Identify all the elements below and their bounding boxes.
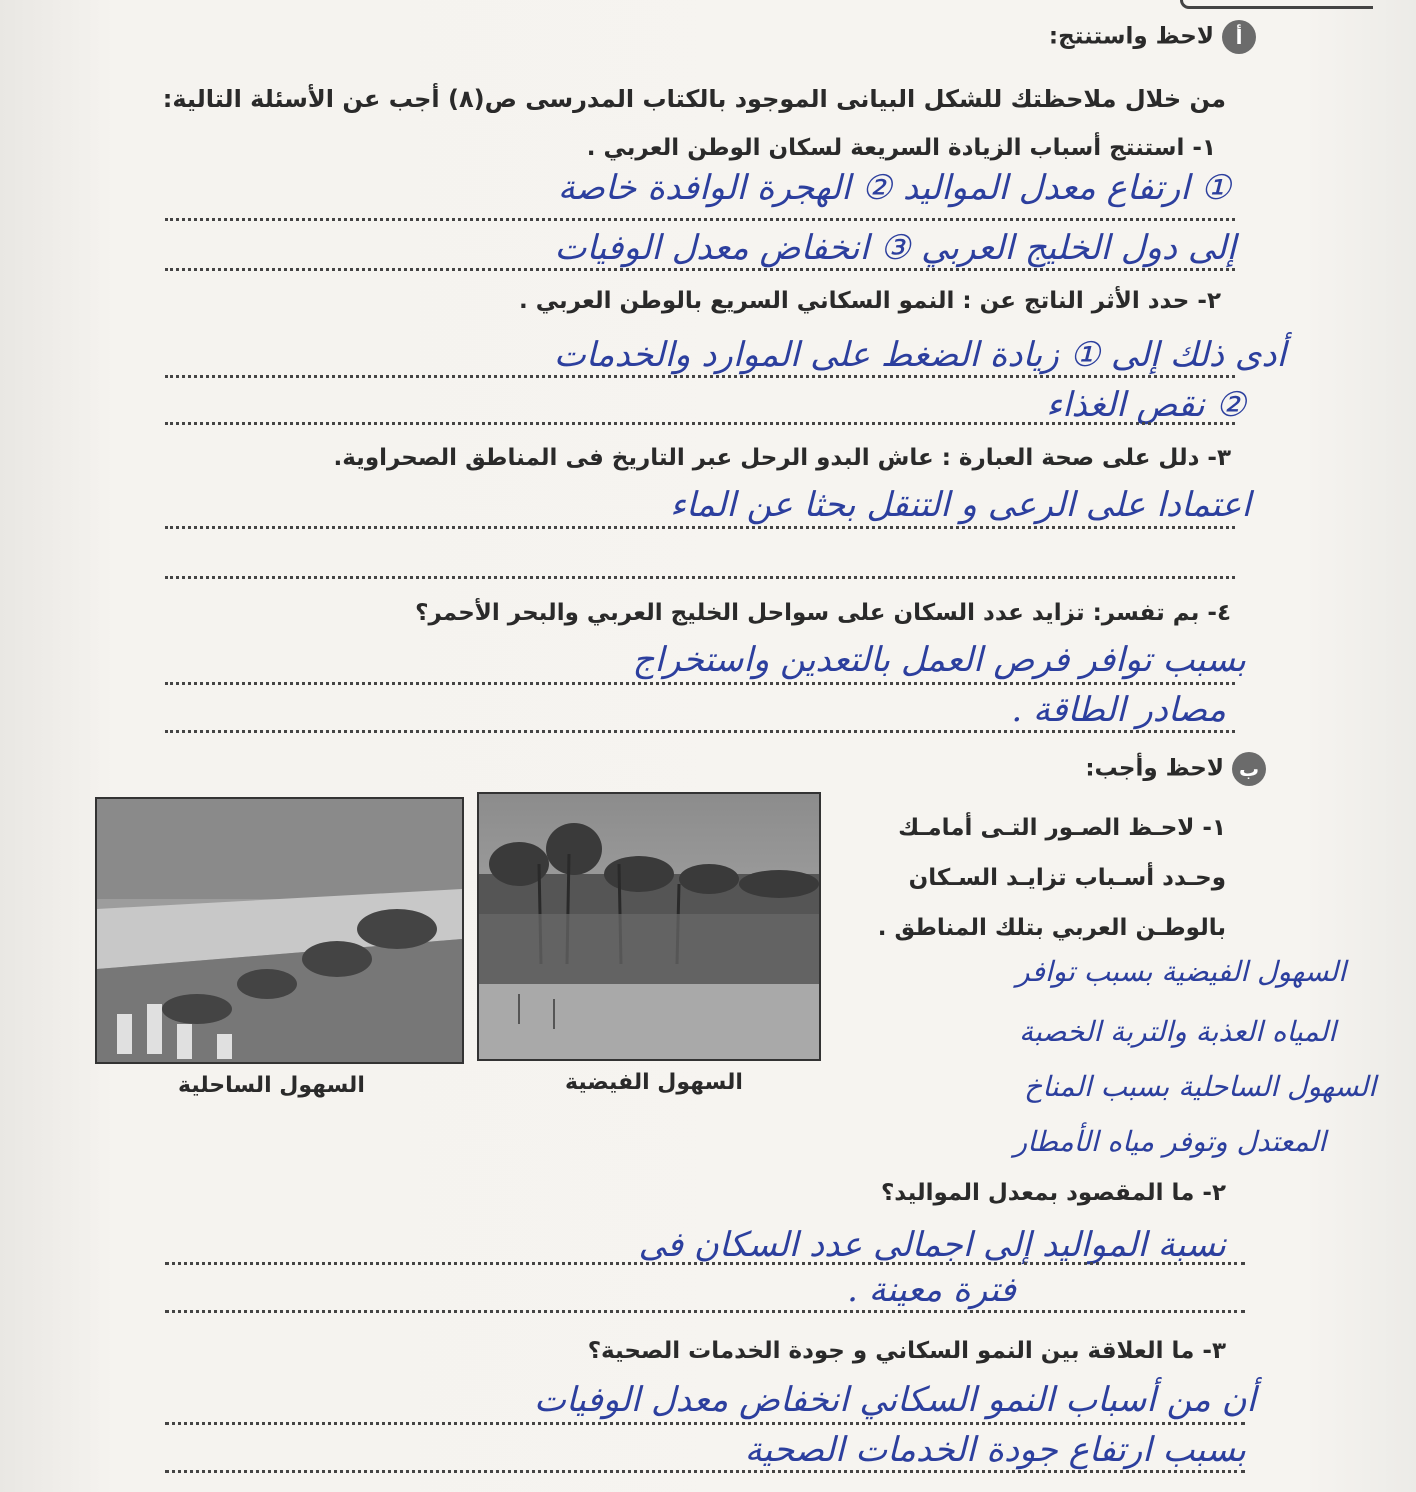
answer-dotted-line bbox=[165, 218, 1235, 221]
a-q1-answer-line1: ① ارتفاع معدل المواليد ② الهجرة الوافدة خاصة bbox=[557, 168, 1231, 208]
b-q1-question-line1: ١- لاحـظ الصـور التـى أمامـك bbox=[898, 815, 1226, 841]
section-a-intro: من خلال ملاحظتك للشكل البيانى الموجود بالكتاب المدرسى ص(٨) أجب عن الأسئلة التالية: bbox=[162, 85, 1226, 113]
section-a-heading bbox=[1049, 20, 1256, 54]
floodplain-photo bbox=[477, 792, 821, 1061]
answer-dotted-line bbox=[165, 422, 1235, 425]
b-q3-answer-line1: أن من أسباب النمو السكاني انخفاض معدل الوفيات bbox=[533, 1380, 1256, 1420]
b-q1-answer-line3: السهول الساحلية بسبب المناخ bbox=[1024, 1070, 1376, 1103]
section-a-badge: أ bbox=[1222, 20, 1256, 54]
b-q3-answer-line2: بسبب ارتفاع جودة الخدمات الصحية bbox=[744, 1430, 1246, 1470]
b-q2-answer-line2: فترة معينة . bbox=[847, 1270, 1016, 1310]
coastal-plain-photo bbox=[95, 797, 464, 1064]
a-q4-question: ٤- بم تفسر: تزايد عدد السكان على سواحل الخليج العربي والبحر الأحمر؟ bbox=[415, 600, 1231, 626]
b-q1-answer-line1: السهول الفيضية بسبب توافر bbox=[1016, 955, 1346, 988]
a-q1-answer-line2: إلى دول الخليج العربي ③ انخفاض معدل الوفيات bbox=[554, 228, 1236, 268]
section-b-heading bbox=[1085, 752, 1266, 786]
coastal-plain-caption: السهول الساحلية bbox=[178, 1073, 365, 1098]
b-q3-question: ٣- ما العلاقة بين النمو السكاني و جودة الخدمات الصحية؟ bbox=[587, 1338, 1226, 1364]
b-q2-question: ٢- ما المقصود بمعدل المواليد؟ bbox=[880, 1180, 1226, 1206]
answer-dotted-line bbox=[165, 1262, 1245, 1265]
answer-dotted-line bbox=[165, 1422, 1245, 1425]
section-b-badge: ب bbox=[1232, 752, 1266, 786]
answer-dotted-line bbox=[165, 1470, 1245, 1473]
a-q4-answer-line1: بسبب توافر فرص العمل بالتعدين واستخراج bbox=[632, 640, 1246, 680]
answer-dotted-line bbox=[165, 730, 1235, 733]
b-q2-answer-line1: نسبة المواليد إلى اجمالى عدد السكان فى bbox=[638, 1225, 1226, 1265]
floodplain-caption: السهول الفيضية bbox=[565, 1070, 743, 1095]
section-b-title: لاحظ وأجب: bbox=[1085, 755, 1224, 782]
a-q3-answer-line1: اعتمادا على الرعى و التنقل بحثا عن الماء bbox=[669, 485, 1251, 525]
b-q1-question-line2: وحـدد أسـباب تزايـد السـكان bbox=[908, 865, 1226, 891]
a-q2-answer-line2: ② نقص الغذاء bbox=[1046, 385, 1246, 425]
answer-dotted-line bbox=[165, 268, 1235, 271]
section-a-title: لاحظ واستنتج: bbox=[1048, 23, 1214, 50]
b-q1-answer-line2: المياه العذبة والتربة الخصبة bbox=[1019, 1015, 1336, 1048]
a-q4-answer-line2: مصادر الطاقة . bbox=[1011, 690, 1226, 730]
top-frame-edge bbox=[1180, 0, 1373, 9]
b-q1-question-line3: بالوطـن العربي بتلك المناطق . bbox=[877, 915, 1226, 941]
answer-dotted-line bbox=[165, 526, 1235, 529]
b-q1-answer-line4: المعتدل وتوفر مياه الأمطار bbox=[1013, 1125, 1326, 1158]
a-q2-answer-line1: أدى ذلك إلى ① زيادة الضغط على الموارد والخدمات bbox=[553, 335, 1286, 375]
answer-dotted-line bbox=[165, 576, 1235, 579]
a-q2-question: ٢- حدد الأثر الناتج عن : النمو السكاني السريع بالوطن العربي . bbox=[519, 288, 1221, 314]
a-q3-question: ٣- دلل على صحة العبارة : عاش البدو الرحل عبر التاريخ فى المناطق الصحراوية. bbox=[333, 445, 1231, 471]
answer-dotted-line bbox=[165, 1310, 1245, 1313]
answer-dotted-line bbox=[165, 682, 1235, 685]
answer-dotted-line bbox=[165, 375, 1235, 378]
a-q1-question: ١- استنتج أسباب الزيادة السريعة لسكان الوطن العربي . bbox=[586, 135, 1216, 161]
